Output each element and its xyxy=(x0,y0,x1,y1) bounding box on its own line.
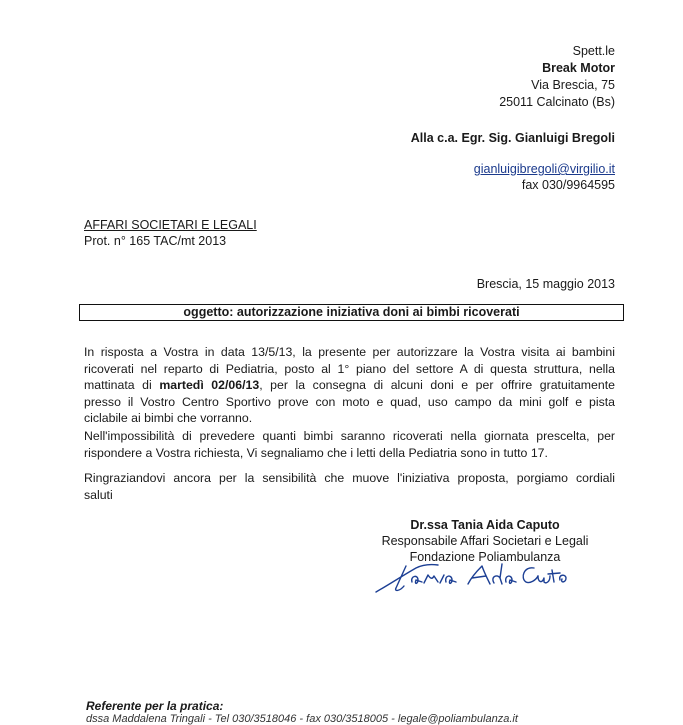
footer-referent-label: Referente per la pratica: xyxy=(86,699,224,713)
recipient-company: Break Motor xyxy=(542,61,615,75)
signatory-organization: Fondazione Poliambulanza xyxy=(409,550,561,564)
paragraph-line: In risposta a Vostra in data 13/5/13, la presente per autorizzare la Vostra visita ai bambini xyxy=(84,345,615,359)
paragraph-line: Ringraziandovi ancora per la sensibilità che muove l'iniziativa proposta, porgiamo cordiali xyxy=(84,471,615,485)
sender-protocol: Prot. n° 165 TAC/mt 2013 xyxy=(84,234,227,248)
paragraph-line: saluti xyxy=(84,487,113,502)
sender-department: AFFARI SOCIETARI E LEGALI xyxy=(84,218,257,232)
paragraph-line: ricoverati nel reparto di Pediatria, posto al 1° piano del settore A di questa struttura, nella xyxy=(84,361,615,376)
paragraph-text: , per la consegna di alcuni doni e per offrire gratuitamente xyxy=(259,378,615,392)
paragraph-line: presso il Vostro Centro Sportivo prove con moto e quad, uso campo da mini golf e pista xyxy=(84,394,615,409)
recipient-attention: Alla c.a. Egr. Sig. Gianluigi Bregoli xyxy=(410,131,615,145)
visit-date: martedì 02/06/13 xyxy=(159,378,260,392)
recipient-fax: fax 030/9964595 xyxy=(521,178,615,192)
subject-text: oggetto: autorizzazione iniziativa doni ai bimbi ricoverati xyxy=(183,305,520,319)
paragraph-line: rispondere a Vostra richiesta, Vi segnaliamo che i letti della Pediatria sono in tutto 17. xyxy=(84,445,548,460)
paragraph-line xyxy=(84,377,615,394)
paragraph-text: mattinata di xyxy=(84,378,160,392)
paragraph-line: Nell'impossibilità di prevedere quanti bimbi saranno ricoverati nella giornata prescelta, per xyxy=(84,429,615,443)
recipient-city: 25011 Calcinato (Bs) xyxy=(499,95,615,109)
signatory-role: Responsabile Affari Societari e Legali xyxy=(381,534,589,548)
handwritten-signature xyxy=(372,556,572,598)
footer-referent-contact: dssa Maddalena Tringali - Tel 030/3518046 - fax 030/3518005 - legale@poliambulanza.it xyxy=(86,713,518,725)
signatory-name: Dr.ssa Tania Aida Caputo xyxy=(410,518,560,532)
body-paragraph-1 xyxy=(84,344,615,427)
paragraph-line: ciclabile ai bimbi che vorranno. xyxy=(84,411,253,425)
recipient-street: Via Brescia, 75 xyxy=(531,78,615,92)
recipient-salutation: Spett.le xyxy=(572,44,615,58)
letter-date: Brescia, 15 maggio 2013 xyxy=(476,277,615,291)
body-paragraph-2 xyxy=(84,428,615,461)
subject-box xyxy=(79,304,624,321)
body-paragraph-3 xyxy=(84,470,615,503)
recipient-email-link[interactable]: gianluigibregoli@virgilio.it xyxy=(473,162,615,176)
